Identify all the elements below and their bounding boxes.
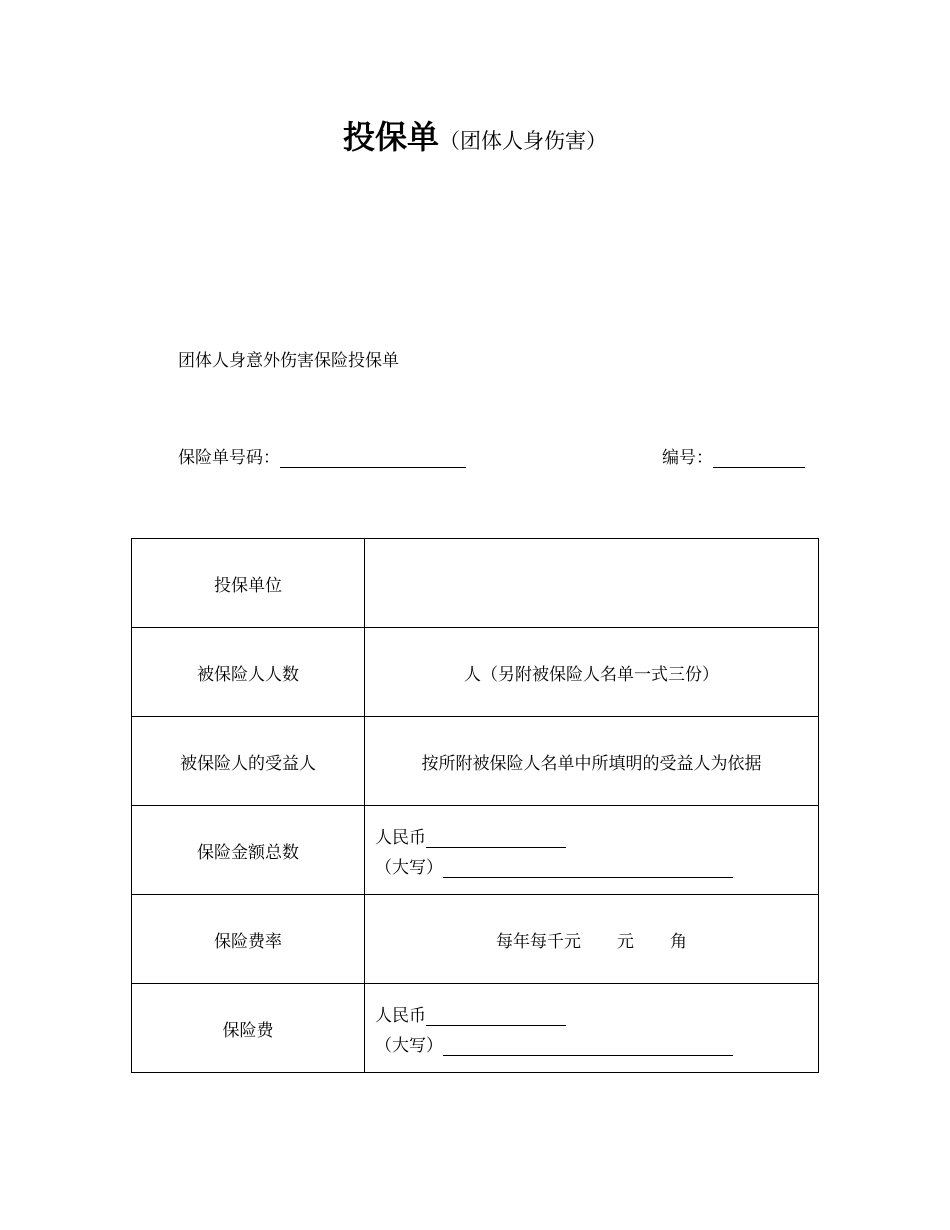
policy-number-label: 保险单号码： (178, 448, 280, 468)
sum-caps-label: （大写） (375, 858, 443, 878)
title-main: 投保单 (342, 118, 439, 156)
table-row (132, 895, 819, 984)
applicant-input[interactable] (365, 539, 819, 628)
table-row (132, 984, 819, 1073)
premium-caps-input[interactable] (443, 1035, 733, 1056)
rate-prefix: 每年每千元 (496, 931, 581, 952)
serial-number-input[interactable] (713, 447, 805, 468)
premium-rmb-input[interactable] (426, 1005, 566, 1026)
table-row (132, 717, 819, 806)
rate-unit-jiao: 角 (670, 931, 687, 952)
premium-rmb-label: 人民币 (375, 1006, 426, 1026)
insured-count-value[interactable]: 人（另附被保险人名单一式三份） (365, 628, 819, 717)
sum-caps-input[interactable] (443, 857, 733, 878)
sum-rmb-label: 人民币 (375, 828, 426, 848)
table-row (132, 806, 819, 895)
row-label-beneficiary: 被保险人的受益人 (132, 717, 365, 806)
serial-number-field (662, 443, 805, 468)
rate-unit-yuan: 元 (617, 931, 634, 952)
sum-rmb-input[interactable] (426, 827, 566, 848)
application-table (131, 538, 819, 1073)
table-row (132, 628, 819, 717)
policy-number-field (178, 443, 466, 468)
form-subtitle: 团体人身意外伤害保险投保单 (178, 351, 399, 371)
row-label-sum-insured: 保险金额总数 (132, 806, 365, 895)
premium-cell (365, 984, 819, 1073)
row-label-premium-rate: 保险费率 (132, 895, 365, 984)
page-title (0, 112, 950, 158)
row-label-applicant: 投保单位 (132, 539, 365, 628)
row-label-premium: 保险费 (132, 984, 365, 1073)
row-label-insured-count: 被保险人人数 (132, 628, 365, 717)
policy-number-input[interactable] (280, 447, 466, 468)
beneficiary-value: 按所附被保险人名单中所填明的受益人为依据 (365, 717, 819, 806)
table-row (132, 539, 819, 628)
serial-number-label: 编号： (662, 448, 713, 468)
title-sub: （团体人身伤害） (439, 129, 607, 153)
premium-rate-cell (365, 895, 819, 984)
premium-caps-label: （大写） (375, 1036, 443, 1056)
sum-insured-cell (365, 806, 819, 895)
